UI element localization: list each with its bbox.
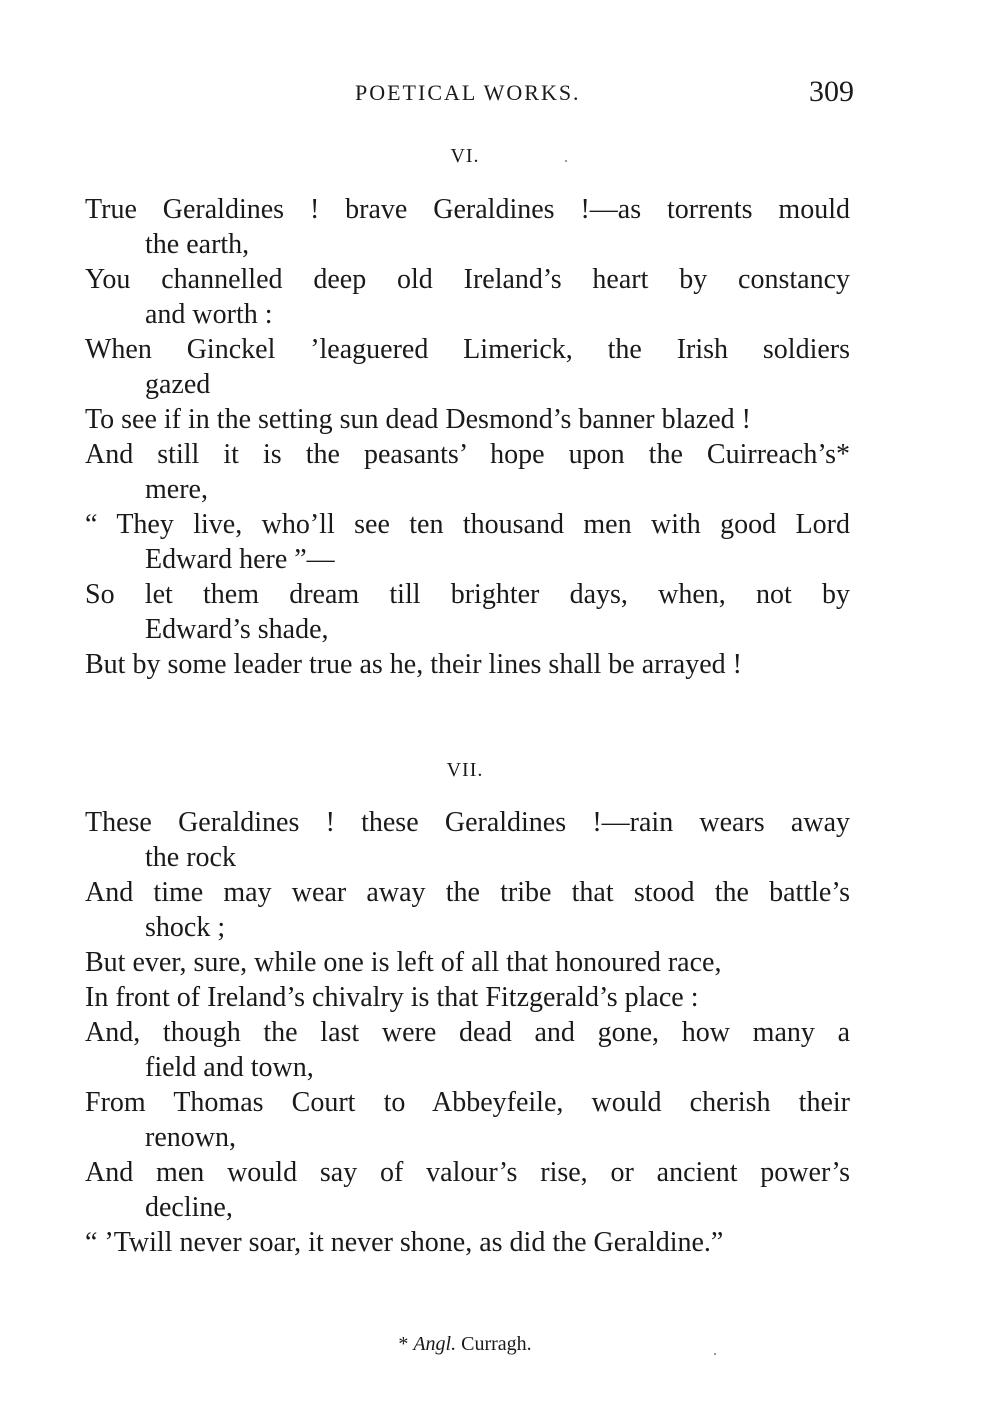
page-number: 309 bbox=[809, 75, 854, 108]
verse-line bbox=[85, 262, 850, 332]
paper-speck bbox=[714, 1353, 716, 1355]
verse-line-text: And time may wear away the tribe that stood the battle’s bbox=[85, 877, 850, 908]
verse-line-text: When Ginckel ’leaguered Limerick, the Irish soldiers bbox=[85, 334, 850, 365]
verse-line-text: And men would say of valour’s rise, or ancient power’s bbox=[85, 1157, 850, 1188]
verse-line-text: In front of Ireland’s chivalry is that Fitzgerald’s place : bbox=[85, 982, 699, 1013]
verse-line-continuation: field and town, bbox=[145, 1052, 314, 1083]
verse-line-continuation: shock ; bbox=[145, 912, 226, 943]
verse-line bbox=[85, 507, 850, 577]
verse-line bbox=[85, 805, 850, 875]
verse-line-continuation: decline, bbox=[145, 1192, 233, 1223]
verse-line bbox=[85, 192, 850, 262]
verse-line-continuation: the rock bbox=[145, 842, 236, 873]
verse-line-continuation: and worth : bbox=[145, 299, 273, 330]
footnote-text: Curragh. bbox=[461, 1333, 532, 1355]
verse-line-continuation: Edward’s shade, bbox=[145, 614, 329, 645]
verse-line bbox=[85, 647, 850, 682]
footnote bbox=[0, 1333, 930, 1356]
verse-line-text: But ever, sure, while one is left of all that honoured race, bbox=[85, 947, 722, 978]
verse-line-text: You channelled deep old Ireland’s heart by constancy bbox=[85, 264, 850, 295]
verse-line bbox=[85, 577, 850, 647]
stanza-vii bbox=[85, 805, 850, 1260]
stanza-number-vii: VII. bbox=[446, 759, 484, 781]
verse-line-text: To see if in the setting sun dead Desmond’s banner blazed ! bbox=[85, 404, 751, 435]
verse-line bbox=[85, 437, 850, 507]
verse-line bbox=[85, 980, 850, 1015]
verse-line bbox=[85, 875, 850, 945]
verse-line-text: “ ’Twill never soar, it never shone, as did the Geraldine.” bbox=[85, 1227, 724, 1258]
verse-line-continuation: the earth, bbox=[145, 229, 250, 260]
stanza-number-vi: VI. bbox=[450, 145, 480, 167]
verse-line-text: So let them dream till brighter days, when, not by bbox=[85, 579, 850, 610]
verse-line-continuation: renown, bbox=[145, 1122, 236, 1153]
verse-line bbox=[85, 1225, 850, 1260]
verse-line bbox=[85, 1155, 850, 1225]
verse-line bbox=[85, 1015, 850, 1085]
verse-line-continuation: mere, bbox=[145, 474, 208, 505]
paper-speck bbox=[565, 160, 567, 162]
stanza-vi bbox=[85, 192, 850, 682]
verse-line-text: From Thomas Court to Abbeyfeile, would cherish their bbox=[85, 1087, 850, 1118]
verse-line-text: “ They live, who’ll see ten thousand men with good Lord bbox=[85, 509, 850, 540]
running-header: POETICAL WORKS. bbox=[355, 80, 581, 105]
verse-line bbox=[85, 402, 850, 437]
verse-line-text: And, though the last were dead and gone, how many a bbox=[85, 1017, 850, 1048]
verse-line-continuation: Edward here ”— bbox=[145, 544, 335, 575]
verse-line-text: These Geraldines ! these Geraldines !—rain wears away bbox=[85, 807, 850, 838]
footnote-marker: * bbox=[398, 1333, 409, 1355]
verse-line-continuation: gazed bbox=[145, 369, 211, 400]
verse-line bbox=[85, 332, 850, 402]
verse-line-text: But by some leader true as he, their lines shall be arrayed ! bbox=[85, 649, 742, 680]
verse-line-text: True Geraldines ! brave Geraldines !—as torrents mould bbox=[85, 194, 850, 225]
footnote-abbreviation: Angl. bbox=[413, 1333, 457, 1355]
verse-line bbox=[85, 1085, 850, 1155]
verse-line-text: And still it is the peasants’ hope upon the Cuirreach’s* bbox=[85, 439, 850, 470]
verse-line bbox=[85, 945, 850, 980]
